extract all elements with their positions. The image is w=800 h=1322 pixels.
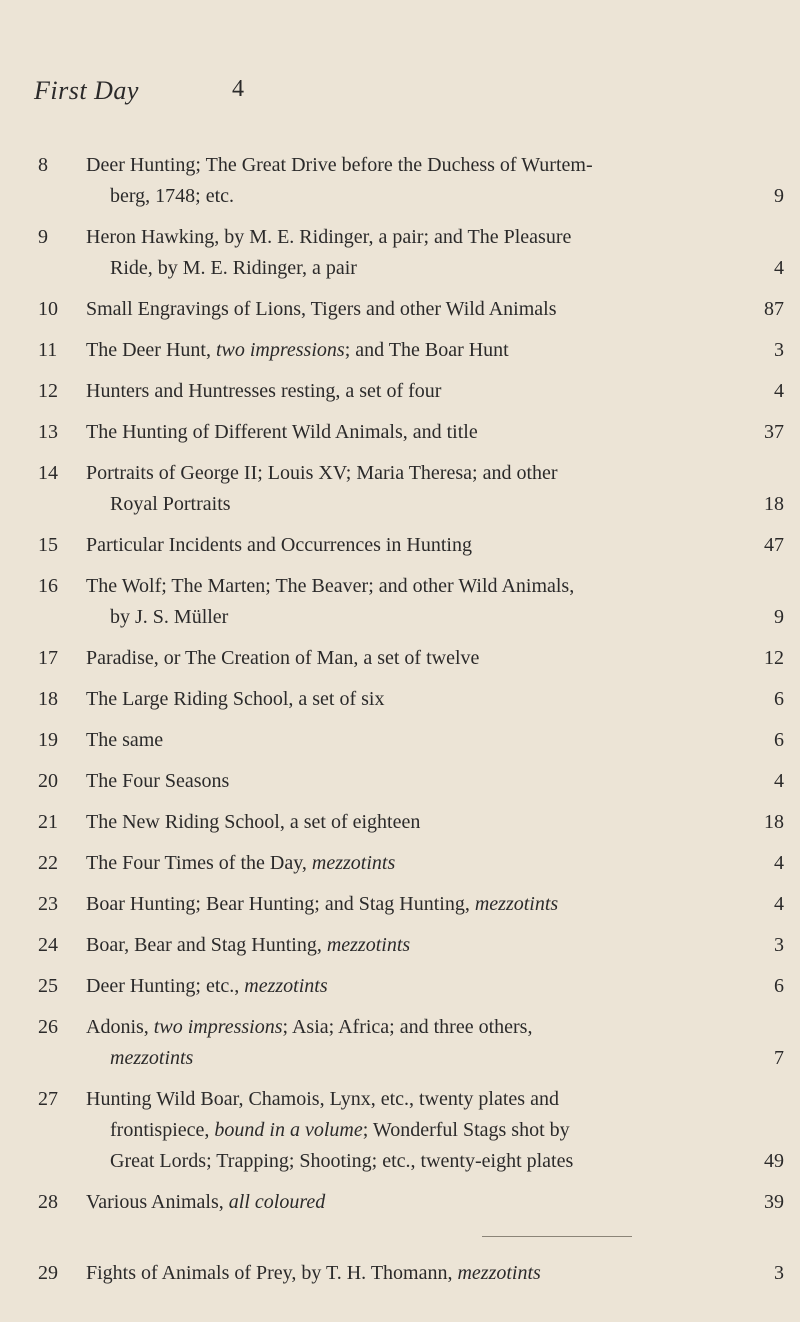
description-continuation: Royal Portraits: [110, 493, 231, 515]
lot-number: 25: [38, 975, 58, 997]
lot-number: 19: [38, 729, 58, 751]
lot-number: 12: [38, 380, 58, 402]
lot-number: 9: [38, 226, 48, 248]
lot-entry: [38, 1258, 790, 1289]
lot-number: 17: [38, 647, 58, 669]
lot-entry: [38, 766, 790, 797]
lot-quantity: 4: [774, 770, 784, 792]
description-line: The New Riding School, a set of eighteen: [86, 811, 421, 833]
description-continuation: Ride, by M. E. Ridinger, a pair: [110, 257, 357, 279]
lot-entry: [38, 1187, 790, 1218]
lot-entry: [38, 150, 790, 212]
lot-description: [86, 571, 746, 633]
lot-entry: [38, 889, 790, 920]
description-line: The Four Times of the Day, mezzotints: [86, 852, 396, 874]
lot-quantity: 12: [764, 647, 784, 669]
lot-quantity: 39: [764, 1191, 784, 1213]
page-title: First Day: [34, 76, 139, 105]
description-line: Deer Hunting; etc., mezzotints: [86, 975, 328, 997]
lot-number: 15: [38, 534, 58, 556]
description-line: Boar Hunting; Bear Hunting; and Stag Hunting, mezzotints: [86, 893, 559, 915]
description-line: The same: [86, 729, 164, 751]
lot-quantity: 9: [774, 185, 784, 207]
lot-entry: [38, 294, 790, 325]
lot-quantity: 18: [764, 811, 784, 833]
lot-entry: [38, 458, 790, 520]
description-continuation: by J. S. Müller: [110, 606, 229, 628]
lot-number: 22: [38, 852, 58, 874]
lot-quantity: 6: [774, 975, 784, 997]
lot-entry: [38, 1084, 790, 1177]
description-line: Fights of Animals of Prey, by T. H. Thomann, mezzotints: [86, 1262, 541, 1284]
description-line: Paradise, or The Creation of Man, a set of twelve: [86, 647, 480, 669]
lot-entry: [38, 1012, 790, 1074]
lot-description: [86, 458, 746, 520]
lot-entry: [38, 807, 790, 838]
lot-entry: [38, 684, 790, 715]
lot-number: 23: [38, 893, 58, 915]
lot-entry: [38, 848, 790, 879]
section-divider: [482, 1236, 632, 1237]
description-continuation: mezzotints: [110, 1047, 194, 1069]
description-line: The Wolf; The Marten; The Beaver; and other Wild Animals,: [86, 575, 575, 597]
lot-quantity: 3: [774, 339, 784, 361]
lot-entry: [38, 971, 790, 1002]
description-line: Hunting Wild Boar, Chamois, Lynx, etc., twenty plates and: [86, 1088, 559, 1110]
lot-description: [86, 684, 746, 715]
lot-quantity: 4: [774, 257, 784, 279]
lot-quantity: 4: [774, 893, 784, 915]
lot-quantity: 4: [774, 380, 784, 402]
lot-description: [86, 971, 746, 1002]
lot-number: 20: [38, 770, 58, 792]
description-line: Deer Hunting; The Great Drive before the Duchess of Wurtem-: [86, 154, 593, 176]
lot-description: [86, 1187, 746, 1218]
lot-description: [86, 1084, 746, 1177]
lot-number: 27: [38, 1088, 58, 1110]
lot-description: [86, 335, 746, 366]
lot-description: [86, 889, 746, 920]
lot-description: [86, 222, 746, 284]
lot-quantity: 18: [764, 493, 784, 515]
lot-entry: [38, 417, 790, 448]
description-continuation: berg, 1748; etc.: [110, 185, 235, 207]
lot-quantity: 47: [764, 534, 784, 556]
lot-description: [86, 930, 746, 961]
description-line: Heron Hawking, by M. E. Ridinger, a pair; and The Pleasure: [86, 226, 572, 248]
description-line: The Large Riding School, a set of six: [86, 688, 385, 710]
lot-description: [86, 1258, 746, 1289]
lot-quantity: 3: [774, 1262, 784, 1284]
lot-quantity: 3: [774, 934, 784, 956]
lot-list: [38, 150, 790, 1299]
lot-number: 11: [38, 339, 58, 361]
lot-number: 26: [38, 1016, 58, 1038]
lot-description: [86, 766, 746, 797]
lot-description: [86, 725, 746, 756]
description-line: The Hunting of Different Wild Animals, and title: [86, 421, 478, 443]
lot-description: [86, 150, 746, 212]
lot-quantity: 87: [764, 298, 784, 320]
description-line: The Four Seasons: [86, 770, 230, 792]
lot-quantity: 9: [774, 606, 784, 628]
lot-quantity: 6: [774, 729, 784, 751]
lot-description: [86, 294, 746, 325]
lot-description: [86, 1012, 746, 1074]
lot-number: 13: [38, 421, 58, 443]
lot-quantity: 6: [774, 688, 784, 710]
description-line: Boar, Bear and Stag Hunting, mezzotints: [86, 934, 411, 956]
lot-entry: [38, 571, 790, 633]
lot-entry: [38, 725, 790, 756]
description-line: Various Animals, all coloured: [86, 1191, 326, 1213]
lot-description: [86, 530, 746, 561]
lot-number: 16: [38, 575, 58, 597]
lot-number: 14: [38, 462, 58, 484]
lot-number: 18: [38, 688, 58, 710]
lot-number: 28: [38, 1191, 58, 1213]
lot-number: 29: [38, 1262, 58, 1284]
lot-description: [86, 848, 746, 879]
description-line: Small Engravings of Lions, Tigers and other Wild Animals: [86, 298, 557, 320]
lot-entry: [38, 222, 790, 284]
description-line: The Deer Hunt, two impressions; and The Boar Hunt: [86, 339, 509, 361]
lot-description: [86, 417, 746, 448]
page-number: 4: [232, 76, 244, 102]
lot-number: 21: [38, 811, 58, 833]
lot-entry: [38, 376, 790, 407]
lot-entry: [38, 930, 790, 961]
page-header: [34, 76, 274, 106]
lot-entry: [38, 335, 790, 366]
description-line: Portraits of George II; Louis XV; Maria Theresa; and other: [86, 462, 558, 484]
lot-quantity: 7: [774, 1047, 784, 1069]
lot-description: [86, 643, 746, 674]
lot-entry: [38, 530, 790, 561]
lot-description: [86, 807, 746, 838]
lot-quantity: 37: [764, 421, 784, 443]
description-continuation: Great Lords; Trapping; Shooting; etc., twenty-eight plates: [110, 1150, 574, 1172]
lot-quantity: 4: [774, 852, 784, 874]
lot-number: 10: [38, 298, 58, 320]
description-line: Adonis, two impressions; Asia; Africa; and three others,: [86, 1016, 533, 1038]
description-continuation: frontispiece, bound in a volume; Wonderful Stags shot by: [110, 1119, 570, 1141]
lot-number: 24: [38, 934, 58, 956]
description-line: Particular Incidents and Occurrences in Hunting: [86, 534, 472, 556]
lot-entry: [38, 643, 790, 674]
lot-quantity: 49: [764, 1150, 784, 1172]
lot-description: [86, 376, 746, 407]
description-line: Hunters and Huntresses resting, a set of four: [86, 380, 442, 402]
lot-number: 8: [38, 154, 48, 176]
